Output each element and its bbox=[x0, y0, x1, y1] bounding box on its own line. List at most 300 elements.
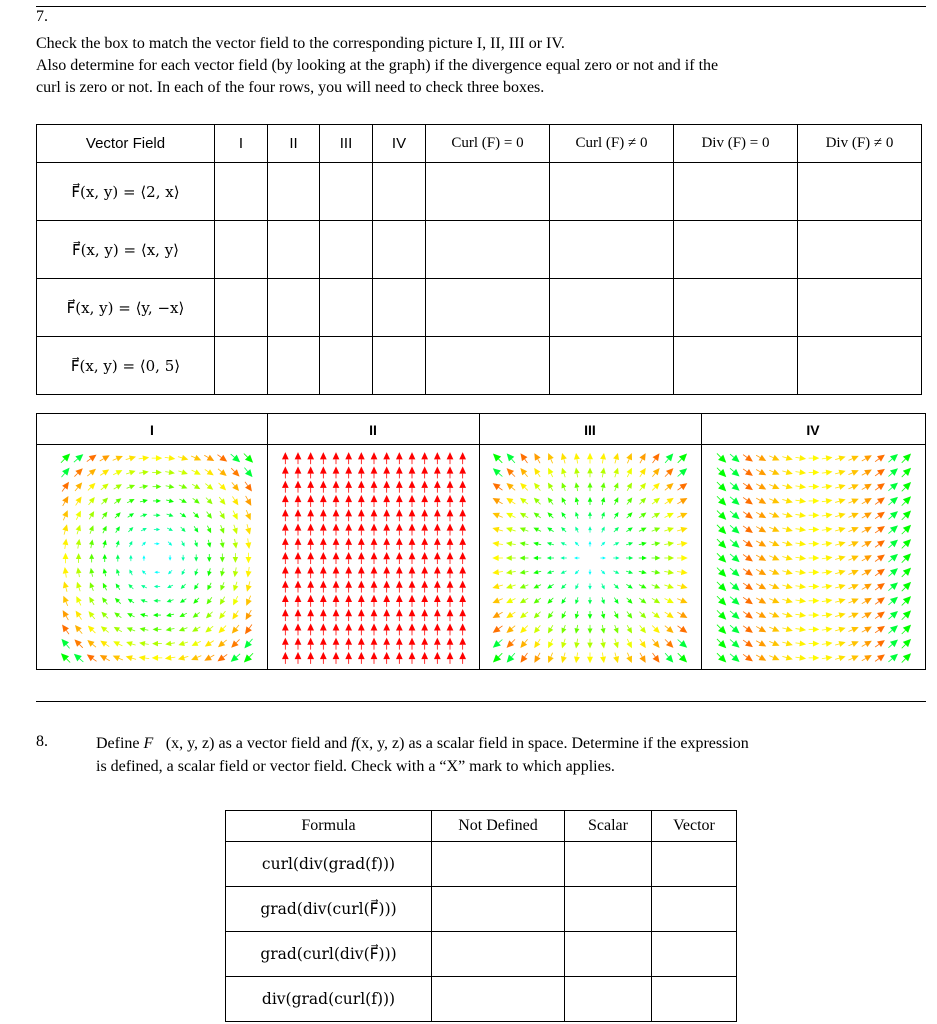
arrow-shaft bbox=[171, 600, 174, 601]
arrow-head bbox=[345, 538, 352, 545]
arrow-shaft bbox=[902, 502, 906, 506]
arrow-shaft bbox=[782, 528, 786, 529]
arrow-shaft bbox=[577, 653, 578, 657]
arrow-head bbox=[156, 455, 162, 461]
arrow-head bbox=[245, 469, 253, 477]
arrow-shaft bbox=[756, 512, 760, 514]
arrow-head bbox=[76, 553, 81, 559]
arrow-head bbox=[459, 595, 466, 602]
arrow-shaft bbox=[613, 571, 615, 572]
arrow-head bbox=[507, 453, 515, 461]
arrow-shaft bbox=[131, 573, 132, 575]
arrow-head bbox=[207, 484, 213, 490]
arrow-head bbox=[839, 627, 846, 633]
checkbox-cell[interactable] bbox=[565, 977, 652, 1022]
checkbox-cell[interactable] bbox=[652, 887, 737, 932]
section-divider bbox=[36, 701, 926, 702]
arrow-shaft bbox=[848, 501, 852, 503]
header-div-nonzero: Div (F) ≠ 0 bbox=[798, 125, 922, 163]
arrow-head bbox=[371, 566, 378, 573]
arrow-head bbox=[447, 609, 454, 616]
arrow-head bbox=[574, 453, 580, 460]
arrow-head bbox=[653, 641, 660, 648]
arrow-head bbox=[383, 623, 390, 630]
arrow-head bbox=[396, 552, 403, 559]
arrow-shaft bbox=[717, 496, 721, 500]
arrow-shaft bbox=[613, 544, 615, 545]
arrow-shaft bbox=[551, 584, 554, 586]
arrow-head bbox=[813, 641, 819, 647]
arrow-shaft bbox=[795, 514, 799, 515]
arrow-shaft bbox=[100, 473, 104, 475]
checkbox-cell[interactable] bbox=[320, 163, 373, 221]
arrow-head bbox=[245, 484, 252, 492]
checkbox-cell[interactable] bbox=[320, 221, 373, 279]
arrow-head bbox=[101, 626, 107, 632]
arrow-shaft bbox=[66, 659, 70, 663]
checkbox-cell[interactable] bbox=[674, 337, 798, 395]
arrow-head bbox=[493, 483, 501, 490]
picture-panel-iii bbox=[479, 414, 702, 669]
arrow-shaft bbox=[525, 530, 528, 531]
arrow-head bbox=[62, 468, 70, 476]
arrow-shaft bbox=[652, 459, 655, 463]
checkbox-cell[interactable] bbox=[550, 163, 674, 221]
arrow-head bbox=[890, 525, 898, 533]
arrow-head bbox=[307, 538, 314, 545]
arrow-shaft bbox=[184, 613, 187, 615]
arrow-shaft bbox=[835, 458, 839, 459]
arrow-shaft bbox=[848, 516, 852, 518]
arrow-shaft bbox=[210, 641, 214, 643]
arrow-head bbox=[813, 469, 819, 475]
arrow-head bbox=[520, 655, 527, 663]
arrow-head bbox=[156, 528, 160, 532]
arrow-head bbox=[813, 526, 819, 532]
arrow-head bbox=[447, 538, 454, 545]
arrow-head bbox=[371, 638, 378, 645]
arrow-shaft bbox=[76, 502, 78, 506]
arrow-head bbox=[759, 526, 767, 532]
arrow-shaft bbox=[615, 502, 617, 505]
arrow-shaft bbox=[61, 459, 65, 463]
header-formula: Formula bbox=[226, 811, 432, 842]
arrow-head bbox=[371, 609, 378, 616]
arrow-shaft bbox=[77, 530, 78, 534]
arrow-head bbox=[587, 467, 592, 473]
arrow-head bbox=[156, 513, 160, 517]
arrow-head bbox=[839, 484, 846, 490]
arrow-shaft bbox=[782, 628, 786, 629]
arrow-head bbox=[233, 557, 238, 563]
checkbox-cell[interactable] bbox=[674, 279, 798, 337]
checkbox-cell[interactable] bbox=[652, 842, 737, 887]
arrow-shaft bbox=[902, 559, 906, 563]
arrow-head bbox=[434, 481, 441, 488]
arrow-head bbox=[447, 638, 454, 645]
checkbox-cell[interactable] bbox=[565, 842, 652, 887]
arrow-shaft bbox=[875, 602, 879, 605]
arrow-shaft bbox=[848, 630, 852, 632]
arrow-shaft bbox=[245, 482, 248, 486]
arrow-head bbox=[613, 656, 619, 663]
arrow-head bbox=[732, 469, 740, 477]
arrow-head bbox=[839, 598, 846, 604]
table-row bbox=[37, 337, 922, 395]
checkbox-cell[interactable] bbox=[798, 221, 922, 279]
arrow-head bbox=[295, 652, 302, 659]
arrow-head bbox=[421, 523, 428, 530]
header-curl-nonzero: Curl (F) ≠ 0 bbox=[550, 125, 674, 163]
arrow-shaft bbox=[652, 544, 656, 545]
arrow-head bbox=[295, 595, 302, 602]
arrow-shaft bbox=[217, 455, 221, 458]
arrow-shaft bbox=[678, 653, 682, 657]
arrow-head bbox=[383, 509, 390, 516]
arrow-shaft bbox=[730, 611, 734, 614]
arrow-head bbox=[614, 599, 618, 604]
arrow-shaft bbox=[862, 473, 866, 475]
checkbox-cell[interactable] bbox=[268, 163, 320, 221]
arrow-head bbox=[232, 528, 237, 535]
arrow-head bbox=[231, 654, 239, 662]
arrow-head bbox=[520, 541, 526, 546]
arrow-shaft bbox=[66, 573, 67, 577]
checkbox-cell[interactable] bbox=[426, 337, 550, 395]
arrow-shaft bbox=[236, 654, 240, 657]
arrow-shaft bbox=[835, 615, 839, 616]
checkbox-cell[interactable] bbox=[215, 221, 268, 279]
arrow-shaft bbox=[822, 587, 826, 588]
arrow-head bbox=[219, 469, 226, 476]
arrow-head bbox=[547, 584, 552, 588]
arrow-shaft bbox=[499, 473, 503, 476]
arrow-shaft bbox=[132, 658, 136, 659]
checkbox-cell[interactable] bbox=[426, 279, 550, 337]
arrow-head bbox=[601, 482, 606, 488]
arrow-head bbox=[358, 581, 365, 588]
arrow-shaft bbox=[743, 455, 747, 458]
arrow-head bbox=[561, 599, 565, 604]
arrow-head bbox=[492, 583, 499, 589]
arrow-shaft bbox=[652, 516, 655, 518]
arrow-head bbox=[358, 523, 365, 530]
checkbox-cell[interactable] bbox=[215, 279, 268, 337]
checkbox-cell[interactable] bbox=[798, 163, 922, 221]
arrow-shaft bbox=[221, 525, 222, 528]
arrow-shaft bbox=[249, 639, 252, 643]
arrow-shaft bbox=[743, 497, 747, 500]
arrow-shaft bbox=[62, 488, 65, 492]
checkbox-cell[interactable] bbox=[432, 842, 565, 887]
arrow-head bbox=[129, 470, 136, 475]
arrow-shaft bbox=[195, 540, 196, 543]
arrow-head bbox=[786, 455, 793, 461]
arrow-head bbox=[745, 597, 753, 604]
arrow-shaft bbox=[102, 516, 104, 519]
arrow-head bbox=[639, 655, 645, 663]
arrow-head bbox=[233, 571, 238, 577]
arrow-shaft bbox=[677, 516, 681, 518]
arrow-shaft bbox=[193, 498, 196, 500]
arrow-head bbox=[547, 527, 552, 531]
vector-field-label: F⃗(x, y) = ⟨x, y⟩ bbox=[37, 221, 215, 279]
arrow-shaft bbox=[104, 545, 105, 548]
arrow-head bbox=[506, 612, 513, 618]
arrow-shaft bbox=[602, 611, 603, 614]
arrow-shaft bbox=[677, 599, 681, 601]
arrow-head bbox=[143, 470, 149, 475]
arrow-shaft bbox=[835, 516, 839, 517]
arrow-head bbox=[383, 538, 390, 545]
arrow-shaft bbox=[677, 585, 681, 586]
arrow-head bbox=[320, 538, 327, 545]
arrow-head bbox=[641, 513, 647, 518]
arrow-shaft bbox=[848, 487, 852, 489]
arrow-head bbox=[680, 498, 688, 504]
arrow-head bbox=[826, 641, 833, 647]
arrow-head bbox=[295, 566, 302, 573]
arrow-shaft bbox=[730, 454, 734, 457]
arrow-shaft bbox=[652, 653, 655, 657]
arrow-shaft bbox=[902, 530, 906, 534]
checkbox-cell[interactable] bbox=[373, 279, 426, 337]
arrow-head bbox=[333, 538, 340, 545]
arrow-shaft bbox=[626, 544, 629, 545]
arrow-head bbox=[396, 466, 403, 473]
arrow-head bbox=[786, 583, 793, 589]
checkbox-cell[interactable] bbox=[798, 337, 922, 395]
arrow-head bbox=[371, 581, 378, 588]
arrow-head bbox=[601, 599, 605, 604]
arrow-head bbox=[603, 556, 606, 559]
arrow-shaft bbox=[105, 587, 107, 590]
arrow-shaft bbox=[602, 597, 603, 600]
picture-panel-iv bbox=[701, 414, 925, 669]
checkbox-cell[interactable] bbox=[215, 163, 268, 221]
arrow-shaft bbox=[166, 486, 170, 487]
checkbox-cell[interactable] bbox=[674, 163, 798, 221]
arrow-head bbox=[627, 483, 632, 489]
header-curl-zero: Curl (F) = 0 bbox=[426, 125, 550, 163]
arrow-head bbox=[641, 598, 647, 603]
arrow-head bbox=[587, 643, 592, 649]
arrow-shaft bbox=[118, 573, 119, 576]
arrow-shaft bbox=[192, 470, 196, 472]
checkbox-cell[interactable] bbox=[565, 932, 652, 977]
arrow-shaft bbox=[769, 527, 773, 529]
arrow-head bbox=[345, 509, 352, 516]
arrow-head bbox=[333, 495, 340, 502]
arrow-shaft bbox=[207, 512, 209, 515]
arrow-head bbox=[534, 641, 540, 648]
arrow-shaft bbox=[602, 639, 603, 643]
arrow-head bbox=[613, 642, 618, 649]
arrow-head bbox=[358, 452, 365, 459]
arrow-shaft bbox=[848, 573, 852, 575]
arrow-shaft bbox=[848, 544, 852, 546]
checkbox-cell[interactable] bbox=[426, 221, 550, 279]
arrow-head bbox=[745, 555, 753, 562]
arrow-shaft bbox=[184, 599, 187, 601]
vector-field-plot-ii bbox=[279, 451, 469, 665]
arrow-head bbox=[826, 569, 833, 575]
arrow-shaft bbox=[499, 487, 503, 490]
arrow-shaft bbox=[221, 539, 222, 543]
arrow-head bbox=[839, 455, 846, 461]
arrow-head bbox=[129, 555, 133, 559]
arrow-shaft bbox=[79, 616, 81, 620]
arrow-shaft bbox=[862, 502, 866, 504]
arrow-head bbox=[826, 541, 833, 547]
formula-label: curl(div(grad(f))) bbox=[226, 842, 432, 887]
checkbox-cell[interactable] bbox=[432, 887, 565, 932]
arrow-shaft bbox=[756, 498, 760, 500]
arrow-shaft bbox=[602, 516, 603, 519]
arrow-shaft bbox=[665, 598, 669, 600]
arrow-head bbox=[142, 455, 149, 461]
arrow-head bbox=[613, 453, 619, 460]
checkbox-cell[interactable] bbox=[674, 221, 798, 279]
checkbox-cell[interactable] bbox=[550, 337, 674, 395]
arrow-shaft bbox=[91, 545, 92, 549]
checkbox-cell[interactable] bbox=[268, 337, 320, 395]
arrow-head bbox=[459, 552, 466, 559]
checkbox-cell[interactable] bbox=[652, 932, 737, 977]
checkbox-cell[interactable] bbox=[320, 337, 373, 395]
arrow-head bbox=[533, 556, 538, 561]
arrow-head bbox=[506, 569, 512, 574]
arrow-head bbox=[506, 483, 513, 490]
arrow-head bbox=[409, 523, 416, 530]
arrow-head bbox=[358, 538, 365, 545]
arrow-head bbox=[434, 523, 441, 530]
arrow-shaft bbox=[564, 530, 566, 532]
checkbox-cell[interactable] bbox=[373, 163, 426, 221]
arrow-shaft bbox=[76, 516, 78, 520]
arrow-shaft bbox=[795, 657, 799, 658]
arrow-shaft bbox=[888, 516, 892, 519]
arrow-head bbox=[100, 641, 107, 647]
arrow-shaft bbox=[525, 487, 528, 490]
arrow-shaft bbox=[665, 626, 668, 629]
checkbox-cell[interactable] bbox=[652, 977, 737, 1022]
arrow-shaft bbox=[652, 473, 655, 476]
arrow-head bbox=[681, 527, 688, 533]
arrow-shaft bbox=[639, 612, 642, 615]
arrow-shaft bbox=[665, 459, 668, 463]
checkbox-cell[interactable] bbox=[426, 163, 550, 221]
arrow-head bbox=[181, 469, 188, 474]
arrow-head bbox=[102, 512, 107, 518]
arrow-head bbox=[434, 566, 441, 573]
arrow-head bbox=[204, 655, 212, 661]
table-row bbox=[226, 887, 737, 932]
checkbox-cell[interactable] bbox=[373, 337, 426, 395]
arrow-shaft bbox=[244, 454, 248, 458]
arrow-head bbox=[668, 569, 674, 574]
arrow-head bbox=[492, 555, 498, 561]
header-picture-ii: II bbox=[268, 125, 320, 163]
arrow-head bbox=[320, 652, 327, 659]
arrow-shaft bbox=[626, 530, 629, 532]
arrow-shaft bbox=[210, 583, 212, 586]
arrow-head bbox=[826, 655, 833, 661]
arrow-shaft bbox=[145, 658, 149, 659]
arrow-shaft bbox=[197, 612, 200, 614]
arrow-head bbox=[165, 655, 172, 661]
panel-divider bbox=[37, 444, 267, 445]
checkbox-cell[interactable] bbox=[432, 977, 565, 1022]
arrow-shaft bbox=[626, 584, 629, 586]
arrow-head bbox=[877, 583, 885, 590]
arrow-head bbox=[839, 527, 846, 533]
arrow-head bbox=[307, 566, 314, 573]
arrow-head bbox=[574, 628, 579, 634]
arrow-shaft bbox=[223, 597, 225, 600]
arrow-shaft bbox=[132, 601, 135, 603]
arrow-shaft bbox=[875, 459, 879, 462]
arrow-head bbox=[409, 638, 416, 645]
checkbox-cell[interactable] bbox=[268, 221, 320, 279]
arrow-shaft bbox=[730, 554, 734, 557]
arrow-head bbox=[63, 610, 69, 618]
arrow-head bbox=[668, 555, 674, 560]
arrow-head bbox=[358, 466, 365, 473]
arrow-head bbox=[588, 512, 592, 516]
arrow-head bbox=[839, 570, 846, 576]
arrow-shaft bbox=[888, 602, 892, 605]
arrow-head bbox=[493, 468, 501, 476]
arrow-head bbox=[154, 571, 157, 574]
arrow-shaft bbox=[795, 600, 799, 601]
arrow-head bbox=[246, 557, 252, 563]
checkbox-cell[interactable] bbox=[268, 279, 320, 337]
checkbox-cell[interactable] bbox=[550, 221, 674, 279]
checkbox-cell[interactable] bbox=[320, 279, 373, 337]
checkbox-cell[interactable] bbox=[215, 337, 268, 395]
arrow-shaft bbox=[902, 516, 906, 520]
arrow-shaft bbox=[730, 468, 734, 471]
arrow-head bbox=[574, 556, 577, 559]
arrow-head bbox=[506, 541, 512, 546]
arrow-shaft bbox=[875, 644, 879, 647]
checkbox-cell[interactable] bbox=[565, 887, 652, 932]
arrow-head bbox=[864, 555, 872, 561]
arrow-head bbox=[574, 656, 580, 663]
arrow-shaft bbox=[145, 644, 149, 645]
arrow-shaft bbox=[602, 473, 603, 477]
checkbox-cell[interactable] bbox=[798, 279, 922, 337]
arrow-head bbox=[561, 656, 567, 663]
arrow-shaft bbox=[835, 544, 839, 545]
arrow-shaft bbox=[677, 487, 681, 490]
table-row bbox=[37, 163, 922, 221]
arrow-head bbox=[493, 626, 501, 633]
arrow-head bbox=[295, 552, 302, 559]
arrow-shaft bbox=[664, 571, 668, 572]
arrow-head bbox=[62, 482, 69, 490]
checkbox-cell[interactable] bbox=[432, 932, 565, 977]
checkbox-cell[interactable] bbox=[550, 279, 674, 337]
arrow-shaft bbox=[627, 459, 629, 463]
arrow-head bbox=[588, 600, 592, 604]
arrow-shaft bbox=[564, 459, 565, 463]
arrow-head bbox=[245, 528, 251, 535]
arrow-shaft bbox=[210, 597, 212, 600]
arrow-head bbox=[826, 627, 833, 633]
checkbox-cell[interactable] bbox=[373, 221, 426, 279]
